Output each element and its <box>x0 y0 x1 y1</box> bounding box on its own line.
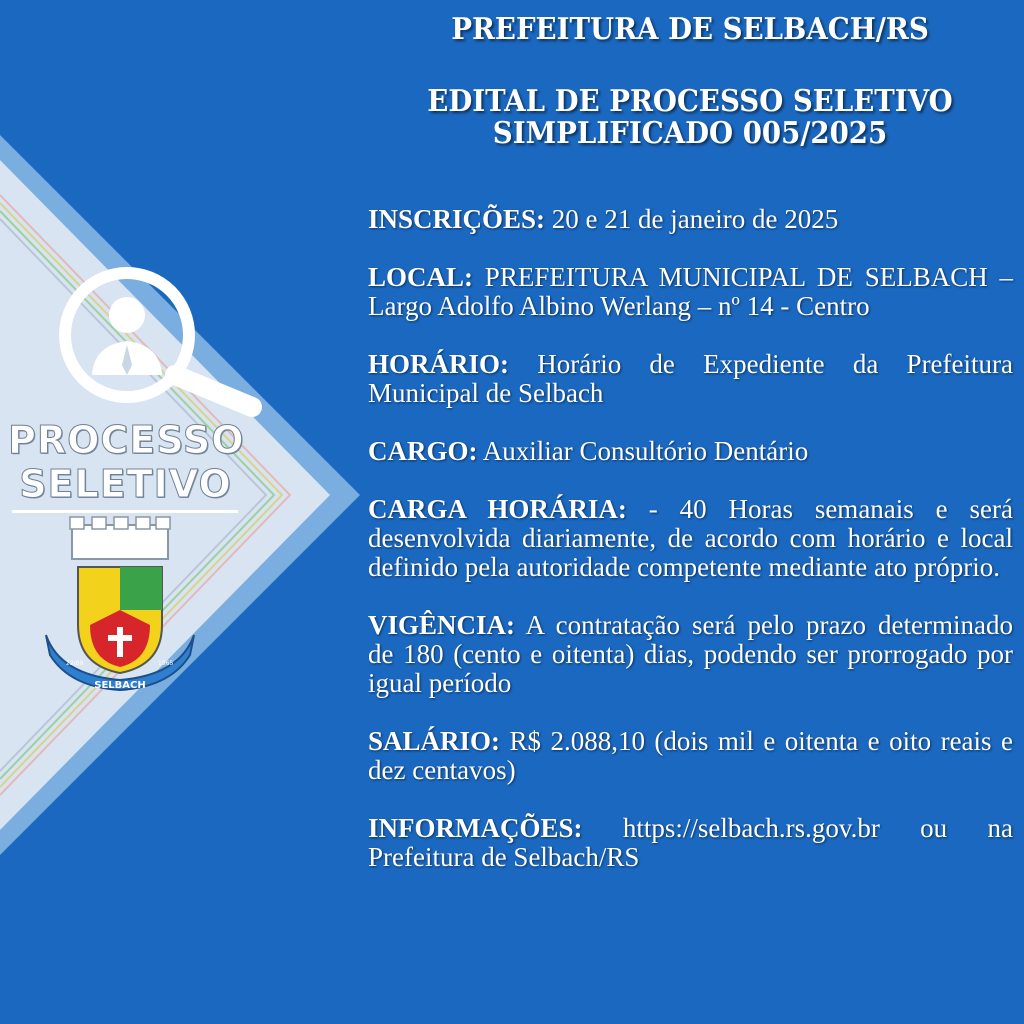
section-text: Auxiliar Consultório Dentário <box>477 436 809 466</box>
logo-underline <box>12 510 238 513</box>
page-header <box>386 14 993 150</box>
section-carga-horaria <box>368 495 1013 582</box>
notice-content <box>368 205 1013 901</box>
selbach-crest-icon <box>40 515 200 695</box>
section-text: https://selbach.rs.gov.br ou na Prefeitura de Selbach/RS <box>368 813 1013 872</box>
section-informacoes <box>368 814 1013 872</box>
crest-label: SELBACH <box>94 680 146 691</box>
section-label: LOCAL: <box>368 262 474 292</box>
logo-line2: SELETIVO <box>19 462 232 506</box>
logo-line1: PROCESSO <box>8 418 245 462</box>
document-title-line1: EDITAL DE PROCESSO SELETIVO <box>427 84 953 119</box>
section-label: CARGO: <box>368 436 478 466</box>
section-text: PREFEITURA MUNICIPAL DE SELBACH – Largo Adolfo Albino Werlang – nº 14 - Centro <box>368 262 1013 321</box>
section-cargo <box>368 437 1013 466</box>
section-text: R$ 2.088,10 (dois mil e oitenta e oito reais e dez centavos) <box>368 726 1013 785</box>
section-inscricoes <box>368 205 1013 234</box>
processo-seletivo-logo <box>8 418 243 506</box>
crest-date-left: 22/09 <box>66 660 84 667</box>
document-title-line2: SIMPLIFICADO 005/2025 <box>492 116 888 151</box>
section-label: INSCRIÇÕES: <box>368 204 546 234</box>
search-person-icon <box>52 265 272 425</box>
section-text: - 40 Horas semanais e será desenvolvida diariamente, de acordo com horário e local definido pela autoridade competente mediante ato próprio. <box>368 494 1013 582</box>
section-local <box>368 263 1013 321</box>
section-label: INFORMAÇÕES: <box>368 813 583 843</box>
section-label: CARGA HORÁRIA: <box>368 494 627 524</box>
section-label: HORÁRIO: <box>368 349 509 379</box>
section-text: A contratação será pelo prazo determinado de 180 (cento e oitenta) dias, podendo ser prorrogado por igual período <box>368 610 1013 698</box>
section-label: VIGÊNCIA: <box>368 610 516 640</box>
section-text: Horário de Expediente da Prefeitura Municipal de Selbach <box>368 349 1013 408</box>
section-text: 20 e 21 de janeiro de 2025 <box>545 204 839 234</box>
section-vigencia <box>368 611 1013 698</box>
section-salario <box>368 727 1013 785</box>
organization-title: PREFEITURA DE SELBACH/RS <box>451 12 929 47</box>
section-horario <box>368 350 1013 408</box>
section-label: SALÁRIO: <box>368 726 501 756</box>
crest-date-right: 1965 <box>158 660 174 667</box>
